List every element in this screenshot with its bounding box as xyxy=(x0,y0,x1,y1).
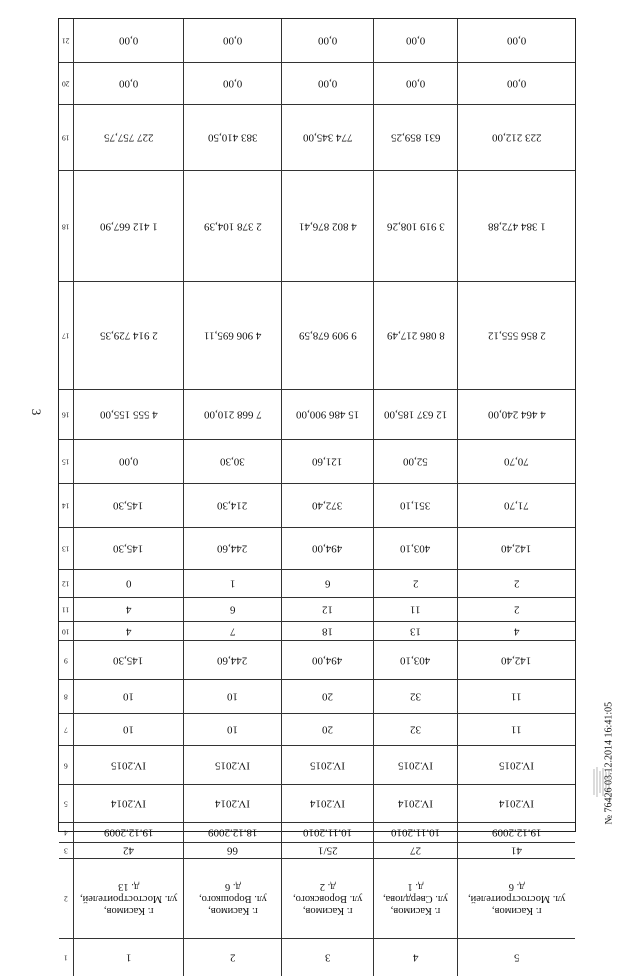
cell-value: 2 856 555,12 xyxy=(487,329,546,342)
cell-value: 30,30 xyxy=(220,455,245,468)
cell-value: 1 412 667,90 xyxy=(99,220,158,233)
table-cell xyxy=(457,63,575,104)
table-cell xyxy=(373,939,457,976)
cell-value: 494,00 xyxy=(312,654,343,667)
table-cell xyxy=(457,390,575,439)
table-cell xyxy=(457,641,575,679)
cell-value: 70,70 xyxy=(504,455,529,468)
column-number-cell xyxy=(59,171,73,281)
page-number: 3 xyxy=(29,408,44,416)
cell-value: 19.12.2009 xyxy=(103,826,154,839)
table-cell xyxy=(73,282,183,389)
table-cell xyxy=(373,171,457,281)
column-number: 21 xyxy=(62,36,70,46)
cell-value: 0,00 xyxy=(405,77,426,90)
column-number: 8 xyxy=(64,692,68,702)
column-number: 14 xyxy=(62,501,70,511)
table-cell xyxy=(373,105,457,170)
column-number: 18 xyxy=(62,222,70,232)
table-cell xyxy=(183,528,281,569)
column-number: 19 xyxy=(62,133,70,143)
cell-value: 2 xyxy=(513,577,520,590)
table-cell xyxy=(73,598,183,621)
table-row xyxy=(59,282,575,390)
column-number-cell xyxy=(59,105,73,170)
table-cell xyxy=(457,171,575,281)
table-cell xyxy=(457,19,575,62)
table-cell xyxy=(373,714,457,745)
cell-value: IV.2014 xyxy=(111,797,146,810)
table-cell xyxy=(281,282,373,389)
cell-value: IV.2015 xyxy=(499,759,534,772)
table-cell xyxy=(373,63,457,104)
table-row xyxy=(59,598,575,622)
cell-value: 0,00 xyxy=(317,77,338,90)
column-number: 9 xyxy=(64,656,68,666)
table-cell xyxy=(281,440,373,483)
table-cell xyxy=(183,440,281,483)
table-cell xyxy=(281,570,373,597)
table-cell xyxy=(457,785,575,822)
table-cell xyxy=(457,105,575,170)
table-row xyxy=(59,105,575,171)
table-row xyxy=(59,63,575,105)
table-cell xyxy=(373,859,457,938)
table-cell xyxy=(457,528,575,569)
table-cell xyxy=(457,859,575,938)
column-number: 15 xyxy=(62,457,70,467)
table-cell xyxy=(73,105,183,170)
table-cell xyxy=(183,598,281,621)
cell-value: 4 xyxy=(513,625,520,638)
table-cell xyxy=(73,622,183,640)
cell-value: 1 384 472,88 xyxy=(487,220,546,233)
table-cell xyxy=(373,746,457,784)
table-cell xyxy=(73,680,183,713)
table-cell xyxy=(457,598,575,621)
column-number-cell xyxy=(59,622,73,640)
cell-value: 1 xyxy=(229,577,236,590)
cell-value: 12 xyxy=(322,603,333,616)
column-number: 4 xyxy=(64,828,68,838)
cell-value: 4 xyxy=(412,951,419,964)
table-cell xyxy=(73,390,183,439)
cell-value: 1 xyxy=(125,951,132,964)
cell-value: 4 906 695,11 xyxy=(203,329,262,342)
column-number-cell xyxy=(59,282,73,389)
cell-value: IV.2014 xyxy=(398,797,433,810)
cell-value: 0,00 xyxy=(317,34,338,47)
data-table xyxy=(58,18,576,964)
column-number: 12 xyxy=(62,579,70,589)
cell-value: 4 464 240,00 xyxy=(487,408,546,421)
table-cell xyxy=(281,622,373,640)
table-row xyxy=(59,570,575,598)
table-cell xyxy=(73,484,183,527)
cell-value: 10.11.2010 xyxy=(390,826,441,839)
table-row xyxy=(59,622,575,641)
column-number-cell xyxy=(59,63,73,104)
cell-value: 5 xyxy=(513,951,520,964)
cell-value: 0,00 xyxy=(118,34,139,47)
table-cell xyxy=(183,939,281,976)
table-cell xyxy=(281,680,373,713)
table-cell xyxy=(183,105,281,170)
column-number: 13 xyxy=(62,544,70,554)
table-row xyxy=(59,528,575,570)
table-row xyxy=(59,823,575,843)
table-cell xyxy=(73,63,183,104)
column-number-cell xyxy=(59,484,73,527)
table-cell xyxy=(281,823,373,842)
cell-value: 7 668 210,00 xyxy=(203,408,262,421)
cell-value: 10 xyxy=(227,723,238,736)
cell-value: 15 486 900,00 xyxy=(295,408,360,421)
cell-value: 11 xyxy=(511,690,522,703)
table-cell xyxy=(73,939,183,976)
table-cell xyxy=(281,528,373,569)
table-cell xyxy=(281,843,373,858)
table-cell xyxy=(183,823,281,842)
cell-value: 13 xyxy=(410,625,421,638)
cell-value: 25/1 xyxy=(317,844,338,857)
cell-value: 9 909 678,59 xyxy=(298,329,357,342)
cell-value: 121,60 xyxy=(312,455,343,468)
table-cell xyxy=(373,484,457,527)
table-cell xyxy=(281,939,373,976)
cell-value: 11 xyxy=(410,603,421,616)
table-cell xyxy=(183,282,281,389)
table-cell xyxy=(281,785,373,822)
table-cell xyxy=(373,390,457,439)
column-number-cell xyxy=(59,641,73,679)
cell-value: 774 345,00 xyxy=(302,131,353,144)
cell-value: 20 xyxy=(322,690,333,703)
cell-value: IV.2015 xyxy=(111,759,146,772)
table-cell xyxy=(281,598,373,621)
cell-value: 383 410,50 xyxy=(207,131,258,144)
cell-value: 244,60 xyxy=(217,654,248,667)
cell-value: 27 xyxy=(410,844,421,857)
cell-value: 18.12.2009 xyxy=(207,826,258,839)
cell-value: 0 xyxy=(125,577,132,590)
cell-value: 214,30 xyxy=(217,499,248,512)
column-number-cell xyxy=(59,570,73,597)
cell-value: 0,00 xyxy=(118,455,139,468)
table-cell xyxy=(457,746,575,784)
table-row xyxy=(59,440,575,484)
cell-value: г. Касимов, ул. Воровского, д. 2 xyxy=(292,881,363,917)
cell-value: 0,00 xyxy=(118,77,139,90)
cell-value: 0,00 xyxy=(405,34,426,47)
cell-value: 10 xyxy=(123,723,134,736)
table-cell xyxy=(281,641,373,679)
column-number: 6 xyxy=(64,761,68,771)
cell-value: 372,40 xyxy=(312,499,343,512)
column-number: 20 xyxy=(62,79,70,89)
column-number-cell xyxy=(59,843,73,858)
cell-value: 2 914 729,35 xyxy=(99,329,158,342)
cell-value: г. Касимов, ул. Свердлова, д. 1 xyxy=(383,881,448,917)
cell-value: 494,00 xyxy=(312,542,343,555)
column-number-cell xyxy=(59,19,73,62)
cell-value: 11 xyxy=(511,723,522,736)
column-number: 3 xyxy=(64,846,68,856)
table-cell xyxy=(281,859,373,938)
cell-value: 32 xyxy=(410,690,421,703)
table-cell xyxy=(73,19,183,62)
cell-value: г. Касимов, ул. Ворошкого, д. 6 xyxy=(198,881,267,917)
table-cell xyxy=(73,859,183,938)
table-cell xyxy=(281,105,373,170)
column-number-cell xyxy=(59,859,73,938)
table-cell xyxy=(183,622,281,640)
table-row xyxy=(59,641,575,680)
cell-value: 631 859,25 xyxy=(390,131,441,144)
column-number-cell xyxy=(59,939,73,976)
column-number: 1 xyxy=(64,953,68,963)
cell-value: IV.2015 xyxy=(310,759,345,772)
table-cell xyxy=(73,641,183,679)
table-cell xyxy=(373,680,457,713)
table-cell xyxy=(73,823,183,842)
cell-value: 18 xyxy=(322,625,333,638)
table-cell xyxy=(73,843,183,858)
table-cell xyxy=(183,859,281,938)
table-cell xyxy=(373,570,457,597)
table-cell xyxy=(457,843,575,858)
table-cell xyxy=(373,785,457,822)
table-cell xyxy=(457,484,575,527)
cell-value: 4 xyxy=(125,625,132,638)
cell-value: 351,10 xyxy=(400,499,431,512)
column-number: 10 xyxy=(62,627,70,637)
column-number-cell xyxy=(59,714,73,745)
table-cell xyxy=(457,440,575,483)
column-number: 5 xyxy=(64,799,68,809)
table-cell xyxy=(281,484,373,527)
table-cell xyxy=(73,570,183,597)
table-cell xyxy=(373,622,457,640)
table-cell xyxy=(183,843,281,858)
cell-value: 0,00 xyxy=(506,77,527,90)
table-cell xyxy=(73,746,183,784)
cell-value: 71,70 xyxy=(504,499,529,512)
table-cell xyxy=(457,680,575,713)
cell-value: 403,10 xyxy=(400,542,431,555)
table-cell xyxy=(457,570,575,597)
column-number: 16 xyxy=(62,410,70,420)
cell-value: 145,30 xyxy=(113,542,144,555)
table-cell xyxy=(373,823,457,842)
cell-value: 41 xyxy=(511,844,522,857)
cell-value: 12 637 185,00 xyxy=(383,408,448,421)
signature-mark-icon xyxy=(592,765,620,799)
column-number: 2 xyxy=(64,894,68,904)
table-cell xyxy=(281,19,373,62)
table-row xyxy=(59,714,575,746)
column-number-cell xyxy=(59,746,73,784)
table-cell xyxy=(183,484,281,527)
table-cell xyxy=(457,939,575,976)
table-cell xyxy=(373,282,457,389)
cell-value: 32 xyxy=(410,723,421,736)
table-row xyxy=(59,680,575,714)
table-cell xyxy=(457,714,575,745)
document-stamp xyxy=(600,622,620,848)
stamp-text: № 76426 03.12.2014 16:41:05 xyxy=(603,701,615,825)
table-cell xyxy=(183,570,281,597)
column-number: 7 xyxy=(64,725,68,735)
table-cell xyxy=(373,641,457,679)
cell-value: 8 086 217,49 xyxy=(386,329,445,342)
table-row xyxy=(59,843,575,859)
cell-value: 4 xyxy=(125,603,132,616)
column-number-cell xyxy=(59,785,73,822)
column-number-cell xyxy=(59,390,73,439)
table-cell xyxy=(281,63,373,104)
table-cell xyxy=(73,785,183,822)
table-cell xyxy=(73,171,183,281)
table-cell xyxy=(373,528,457,569)
cell-value: IV.2014 xyxy=(499,797,534,810)
cell-value: г. Касимов, ул. Мостостроителей, д. 6 xyxy=(467,881,566,917)
cell-value: 6 xyxy=(229,603,236,616)
table-cell xyxy=(183,63,281,104)
table-cell xyxy=(183,785,281,822)
table-cell xyxy=(457,282,575,389)
table-row xyxy=(59,859,575,939)
cell-value: 227 757,75 xyxy=(103,131,154,144)
table-row xyxy=(59,171,575,282)
cell-value: 0,00 xyxy=(222,77,243,90)
table-cell xyxy=(457,823,575,842)
column-number-cell xyxy=(59,528,73,569)
table-cell xyxy=(281,390,373,439)
table-cell xyxy=(183,746,281,784)
table-cell xyxy=(183,390,281,439)
column-number-cell xyxy=(59,823,73,842)
table-row xyxy=(59,19,575,63)
table-cell xyxy=(73,528,183,569)
table-cell xyxy=(281,746,373,784)
cell-value: 145,30 xyxy=(113,654,144,667)
table-cell xyxy=(183,19,281,62)
column-number-cell xyxy=(59,680,73,713)
table-cell xyxy=(457,622,575,640)
cell-value: 2 xyxy=(229,951,236,964)
cell-value: 6 xyxy=(324,577,331,590)
table-cell xyxy=(183,641,281,679)
table-cell xyxy=(373,440,457,483)
cell-value: 52,00 xyxy=(403,455,428,468)
table-cell xyxy=(183,171,281,281)
cell-value: 42 xyxy=(123,844,134,857)
cell-value: 403,10 xyxy=(400,654,431,667)
table-row xyxy=(59,939,575,976)
cell-value: 142,40 xyxy=(501,542,532,555)
table-row xyxy=(59,484,575,528)
cell-value: IV.2015 xyxy=(398,759,433,772)
table-cell xyxy=(183,680,281,713)
cell-value: 7 xyxy=(229,625,236,638)
cell-value: IV.2015 xyxy=(215,759,250,772)
cell-value: г. Касимов, ул. Мостостроителей, д. 13 xyxy=(79,881,178,917)
cell-value: 10.11.2010 xyxy=(302,826,353,839)
table-cell xyxy=(73,440,183,483)
table-cell xyxy=(281,714,373,745)
cell-value: 3 919 108,26 xyxy=(386,220,445,233)
cell-value: 2 378 104,39 xyxy=(203,220,262,233)
cell-value: IV.2014 xyxy=(310,797,345,810)
cell-value: 2 xyxy=(412,577,419,590)
column-number-cell xyxy=(59,598,73,621)
cell-value: 20 xyxy=(322,723,333,736)
cell-value: 4 555 155,00 xyxy=(99,408,158,421)
table-cell xyxy=(183,714,281,745)
cell-value: 142,40 xyxy=(501,654,532,667)
column-number: 11 xyxy=(62,605,70,615)
cell-value: 10 xyxy=(227,690,238,703)
table-cell xyxy=(373,598,457,621)
cell-value: 145,30 xyxy=(113,499,144,512)
cell-value: 19.12.2009 xyxy=(491,826,542,839)
table-row xyxy=(59,390,575,440)
table-row xyxy=(59,746,575,785)
cell-value: 10 xyxy=(123,690,134,703)
table-cell xyxy=(281,171,373,281)
column-number-cell xyxy=(59,440,73,483)
cell-value: 244,60 xyxy=(217,542,248,555)
table-cell xyxy=(373,843,457,858)
cell-value: 66 xyxy=(227,844,238,857)
cell-value: 223 212,00 xyxy=(491,131,542,144)
cell-value: 4 802 876,41 xyxy=(298,220,357,233)
cell-value: 0,00 xyxy=(506,34,527,47)
table-cell xyxy=(373,19,457,62)
cell-value: IV.2014 xyxy=(215,797,250,810)
cell-value: 0,00 xyxy=(222,34,243,47)
cell-value: 3 xyxy=(324,951,331,964)
column-number: 17 xyxy=(62,331,70,341)
table-cell xyxy=(73,714,183,745)
cell-value: 2 xyxy=(513,603,520,616)
table-row xyxy=(59,785,575,823)
